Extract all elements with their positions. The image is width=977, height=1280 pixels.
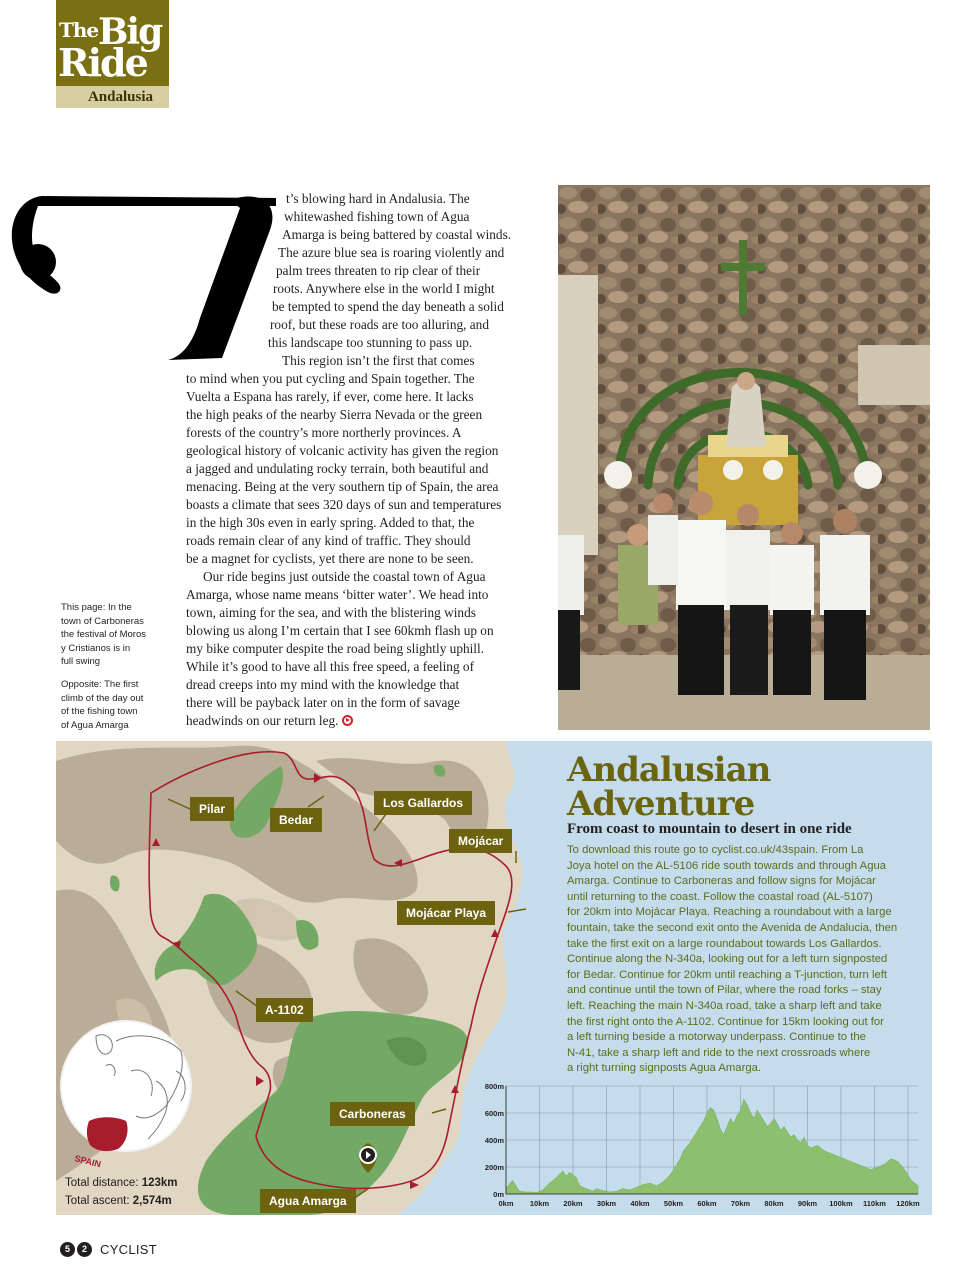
article-line: to mind when you put cycling and Spain together. The — [186, 371, 475, 386]
map-label-pilar: Pilar — [190, 797, 234, 821]
article-line: there will be payback later on in the form of savage — [186, 695, 460, 710]
article-line: menacing. Being at the very southern tip of Spain, the area — [186, 479, 499, 494]
article-line: Amarga, whose name means ‘bitter water’. We head into — [186, 587, 489, 602]
article-line: this landscape too stunning to pass up. — [268, 335, 473, 350]
article-line: dread creeps into my mind with the knowledge that — [186, 677, 460, 692]
article-line: my bike computer despite the road being slightly uphill. — [186, 641, 485, 656]
article-line: t’s blowing hard in Andalusia. The — [286, 191, 470, 206]
map-label-los-gallardos: Los Gallardos — [374, 791, 472, 815]
article-line: headwinds on our return leg. — [186, 712, 548, 730]
article-line: be tempted to spend the day beneath a solid — [272, 299, 504, 314]
info-line: Joya hotel on the AL-5106 ride south towards and through Agua — [567, 859, 887, 872]
caption-line: full swing — [61, 656, 101, 667]
x-tick-label: 110km — [862, 1199, 886, 1208]
x-tick-label: 60km — [697, 1199, 717, 1208]
y-tick-label: 0m — [493, 1190, 504, 1199]
page-number-digit-2: 2 — [77, 1242, 92, 1257]
info-title-line1: Andalusian — [567, 750, 771, 790]
article-line: whitewashed fishing town of Agua — [284, 209, 470, 224]
info-line: N-41, take a sharp left and ride to the next crossroads where — [567, 1046, 871, 1059]
x-tick-label: 40km — [630, 1199, 650, 1208]
map-label-agua-amarga: Agua Amarga — [260, 1189, 356, 1213]
map-label-a1102: A-1102 — [256, 998, 313, 1022]
map-label-bedar: Bedar — [270, 808, 322, 832]
info-line: for 20km into Mojácar Playa. Reaching a roundabout with a large — [567, 906, 892, 919]
article-line: The azure blue sea is roaring violently and — [278, 245, 505, 260]
map-label-carboneras: Carboneras — [330, 1102, 415, 1126]
y-tick-label: 600m — [484, 1109, 504, 1118]
info-line: and continue until the town of Pilar, where the road forks – stay — [567, 984, 882, 997]
badge-region: Andalusia — [56, 86, 169, 108]
article-line: While it’s good to have all this free speed, a feeling of — [186, 659, 475, 674]
article-line: This region isn’t the first that comes — [282, 353, 475, 368]
x-tick-label: 10km — [529, 1199, 550, 1208]
caption-opposite — [61, 678, 161, 732]
x-tick-label: 100km — [829, 1199, 853, 1208]
info-title — [567, 750, 771, 824]
article-line: be a magnet for cyclists, yet there are none to be seen. — [186, 551, 474, 566]
x-tick-label: 0km — [498, 1199, 514, 1208]
caption-line: y Cristianos is in — [61, 642, 131, 654]
info-line: To download this route go to cyclist.co.uk/43spain. From La — [567, 844, 864, 856]
article-line: geological history of volcanic activity has given the region — [186, 443, 499, 458]
map-label-mojacar: Mojácar — [449, 829, 512, 853]
info-line: Amarga. Continue to Carboneras and follow signs for Mojácar — [567, 875, 876, 888]
article-line: town, aiming for the sea, and with the blistering winds — [186, 605, 476, 620]
info-line: take the first exit on a large roundabout towards Los Gallardos. — [567, 937, 882, 950]
elevation-profile-chart — [478, 1078, 928, 1213]
info-line: left. Reaching the main N-340a road, take a sharp left and take — [567, 999, 882, 1012]
x-tick-label: 90km — [797, 1199, 818, 1208]
caption-line: the festival of Moros — [61, 629, 147, 640]
caption-line: Opposite: The first — [61, 679, 139, 690]
badge-big: Big — [98, 11, 162, 53]
article-body — [186, 190, 548, 730]
x-tick-label: 30km — [596, 1199, 617, 1208]
article-line: in the high 30s even in early spring. Added to that, the — [186, 515, 475, 530]
info-line: Continue along the N-340a, looking out for a left turn signposted — [567, 953, 888, 966]
section-badge — [56, 0, 169, 108]
x-tick-label: 50km — [663, 1199, 684, 1208]
article-line: boasts a climate that sees 320 days of sun and temperatures — [186, 497, 502, 512]
article-line: Vuelta a Espana has rarely, if ever, come here. It lacks — [186, 389, 474, 404]
caption-line: town of Carboneras — [61, 615, 144, 627]
info-line: fountain, take the second exit onto the Avenida de Andalucia, then — [567, 921, 898, 934]
info-title-line2: Adventure — [567, 784, 755, 824]
map-label-mojacar-playa: Mojácar Playa — [397, 901, 495, 925]
info-line: a left turning beside a motorway underpass. Continue to the — [567, 1031, 866, 1044]
info-line: the first right onto the A-1102. Continue for 15km looking out for — [567, 1015, 884, 1028]
page-folio — [60, 1242, 157, 1257]
caption-line: climb of the day out — [61, 692, 144, 704]
article-line: Our ride begins just outside the coastal town of Agua — [203, 569, 486, 584]
info-line: for Bedar. Continue for 20km until reaching a T-junction, turn left — [567, 968, 888, 981]
y-tick-label: 800m — [484, 1082, 504, 1091]
total-ascent: Total ascent: 2,574m — [65, 1195, 172, 1207]
article-line: a jagged and undulating rocky terrain, both beautiful and — [186, 461, 489, 476]
article-line: the high peaks of the nearby Sierra Nevada or the green — [186, 407, 483, 422]
caption-line: of Agua Amarga — [61, 719, 129, 731]
article-line: blowing us along I’m certain that I see 60kmh flash up on — [186, 623, 494, 638]
article-line: Amarga is being battered by coastal winds. — [282, 227, 512, 242]
badge-the: The — [59, 18, 99, 42]
x-tick-label: 20km — [563, 1199, 583, 1208]
x-tick-label: 120km — [896, 1199, 920, 1208]
x-tick-label: 70km — [730, 1199, 751, 1208]
total-distance: Total distance: 123km — [65, 1177, 178, 1189]
page-number-digit-5: 5 — [60, 1242, 75, 1257]
x-tick-label: 80km — [764, 1199, 784, 1208]
info-subtitle: From coast to mountain to desert in one ride — [567, 821, 852, 837]
info-line: a right turning signposts Agua Amarga. — [567, 1062, 762, 1075]
badge-ride: Ride — [58, 40, 147, 85]
caption-line: of the fishing town — [61, 706, 138, 717]
article-line: roots. Anywhere else in the world I might — [273, 281, 495, 296]
article-line: roads remain clear of any kind of traffic. They should — [186, 533, 471, 548]
elevation-area — [506, 1100, 918, 1195]
article-line: forests of the country’s more northerly provinces. A — [186, 425, 462, 440]
article-line: palm trees threaten to rip clear of their — [276, 263, 481, 278]
magazine-name: CYCLIST — [100, 1242, 158, 1257]
caption-line: This page: In the — [61, 602, 132, 613]
y-tick-label: 400m — [484, 1136, 504, 1145]
article-line: roof, but these roads are too alluring, and — [270, 317, 489, 332]
end-mark-icon — [342, 715, 353, 726]
info-line: until returning to the coast. Follow the coastal road (AL-5107) — [567, 890, 873, 903]
caption-this-page — [61, 601, 161, 669]
info-directions — [567, 843, 925, 1077]
inset-label-spain: SPAIN — [73, 1153, 102, 1170]
festival-photo — [558, 185, 930, 730]
y-tick-label: 200m — [484, 1163, 504, 1172]
